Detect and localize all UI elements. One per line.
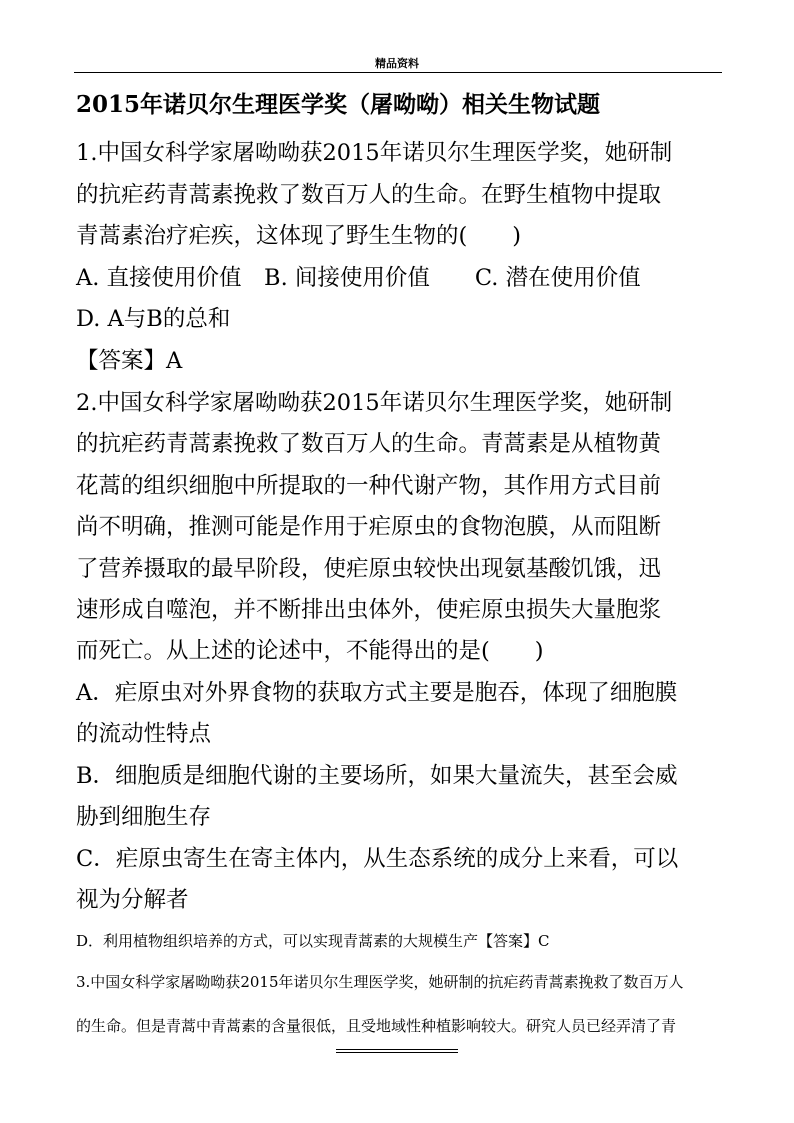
q2-option-b-cont: 胁到细胞生存 <box>76 804 212 830</box>
q2-option-d-answer: D．利用植物组织培养的方式，可以实现青蒿素的大规模生产【答案】C <box>76 932 550 950</box>
q2-text-line: 花蒿的组织细胞中所提取的一种代谢产物，其作用方式目前 <box>76 473 662 499</box>
q1-text-line: 的抗疟药青蒿素挽救了数百万人的生命。在野生植物中提取 <box>76 182 662 208</box>
q3-text-line: 的生命。但是青蒿中青蒿素的含量很低，且受地域性种植影响较大。研究人员已经弄清了青 <box>76 1017 677 1035</box>
page-header-label: 精品资料 <box>375 57 419 70</box>
q2-text-line: 的抗疟药青蒿素挽救了数百万人的生命。青蒿素是从植物黄 <box>76 431 662 457</box>
q2-option-c-cont: 视为分解者 <box>76 887 189 913</box>
header-divider <box>74 72 722 73</box>
q1-options: A. 直接使用价值 B. 间接使用价值 C. 潜在使用价值 <box>76 265 641 291</box>
q2-text-line: 而死亡。从上述的论述中，不能得出的是( ) <box>76 638 544 664</box>
q2-option-a-cont: 的流动性特点 <box>76 721 212 747</box>
q2-option-a: A．疟原虫对外界食物的获取方式主要是胞吞，体现了细胞膜 <box>76 680 678 706</box>
q2-text-line: 2.中国女科学家屠呦呦获2015年诺贝尔生理医学奖，她研制 <box>76 390 673 416</box>
q2-text-line: 了营养摄取的最早阶段，使疟原虫较快出现氨基酸饥饿，迅 <box>76 556 662 582</box>
footer-divider <box>336 1052 458 1053</box>
q2-option-b: B．细胞质是细胞代谢的主要场所，如果大量流失，甚至会威 <box>76 763 678 789</box>
q1-option-d: D. A与B的总和 <box>76 306 231 332</box>
q2-option-c: C．疟原虫寄生在寄主体内，从生态系统的成分上来看，可以 <box>76 846 679 872</box>
q2-text-line: 速形成自噬泡，并不断排出虫体外，使疟原虫损失大量胞浆 <box>76 597 662 623</box>
q1-text-line: 青蒿素治疗疟疾，这体现了野生生物的( ) <box>76 223 522 249</box>
q3-text-line: 3.中国女科学家屠呦呦获2015年诺贝尔生理医学奖，她研制的抗疟药青蒿素挽救了数百万人 <box>76 973 684 991</box>
q1-answer: 【答案】A <box>76 348 183 374</box>
footer-divider <box>336 1049 458 1050</box>
document-title: 2015年诺贝尔生理医学奖（屠呦呦）相关生物试题 <box>76 91 601 118</box>
q2-text-line: 尚不明确，推测可能是作用于疟原虫的食物泡膜，从而阻断 <box>76 514 662 540</box>
q1-text-line: 1.中国女科学家屠呦呦获2015年诺贝尔生理医学奖，她研制 <box>76 140 673 166</box>
